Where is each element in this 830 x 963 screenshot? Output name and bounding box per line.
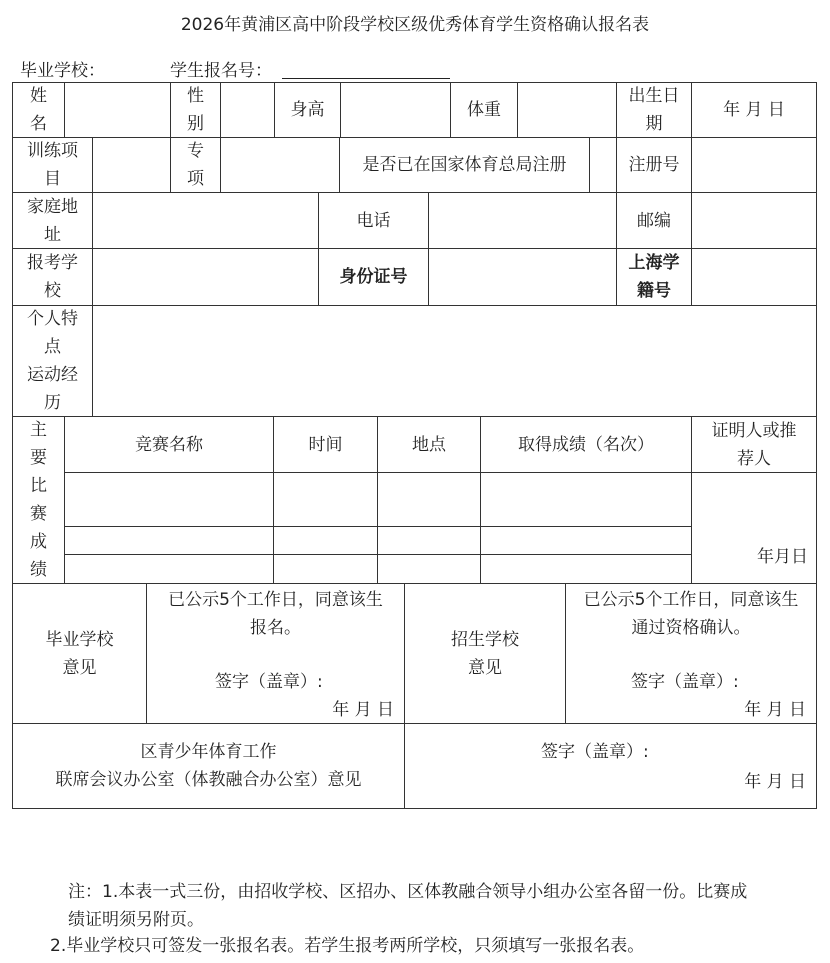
competition-row-2-location[interactable]	[377, 526, 481, 555]
note-line-3: 2.毕业学校只可签发一张报名表。若学生报考两所学校，只须填写一张报名表。	[50, 936, 645, 956]
district-sign-label: 签字（盖章）:	[541, 742, 649, 762]
gender-field[interactable]	[220, 82, 275, 138]
height-field[interactable]	[340, 82, 451, 138]
gender-label: 性 别	[170, 82, 221, 138]
training-item-label: 训练项 目	[12, 137, 93, 193]
district-office-opinion-label: 区青少年体育工作 联席会议办公室（体教融合办公室）意见	[12, 723, 405, 809]
competition-row-2-result[interactable]	[480, 526, 692, 555]
postcode-field[interactable]	[691, 192, 817, 249]
competition-row-2-name[interactable]	[64, 526, 274, 555]
id-card-field[interactable]	[428, 248, 617, 306]
national-registration-field[interactable]	[589, 137, 617, 193]
birth-date-field[interactable]: 年 月 日	[691, 82, 817, 138]
note-line-2: 绩证明须另附页。	[68, 910, 204, 930]
height-label: 身高	[274, 82, 341, 138]
form-title: 2026年黄浦区高中阶段学校区级优秀体育学生资格确认报名表	[180, 15, 650, 35]
enrolling-school-opinion-field[interactable]	[565, 583, 817, 724]
specialty-field[interactable]	[220, 137, 340, 193]
shanghai-student-id-label: 上海学 籍号	[616, 248, 692, 306]
enrolling-school-opinion-text: 已公示5个工作日，同意该生 通过资格确认。	[583, 590, 799, 638]
witness-header: 证明人或推 荐人	[691, 416, 817, 473]
personal-traits-field[interactable]	[92, 305, 817, 417]
enrolling-school-opinion-label: 招生学校 意见	[404, 583, 566, 724]
birth-date-label: 出生日 期	[616, 82, 692, 138]
graduation-school-sign-label: 签字（盖章）:	[215, 672, 323, 692]
training-item-field[interactable]	[92, 137, 171, 193]
graduation-school-opinion-field[interactable]	[146, 583, 405, 724]
graduation-school-sign-date: 年 月 日	[332, 700, 394, 720]
competition-row-3-name[interactable]	[64, 554, 274, 584]
competition-row-3-location[interactable]	[377, 554, 481, 584]
name-label: 姓 名	[12, 82, 65, 138]
registration-number-cell-label: 注册号	[616, 137, 692, 193]
competition-row-1-location[interactable]	[377, 472, 481, 527]
graduation-school-opinion-text: 已公示5个工作日，同意该生 报名。	[168, 590, 383, 638]
applied-school-field[interactable]	[92, 248, 319, 306]
competition-row-3-result[interactable]	[480, 554, 692, 584]
competition-row-1-name[interactable]	[64, 472, 274, 527]
registration-number-label: 学生报名号：	[170, 61, 272, 81]
competition-location-header: 地点	[377, 416, 481, 473]
competition-results-label: 主 要 比 赛 成 绩	[12, 416, 65, 584]
applied-school-label: 报考学 校	[12, 248, 93, 306]
weight-label: 体重	[450, 82, 518, 138]
id-card-label: 身份证号	[318, 248, 429, 306]
registration-number-field[interactable]	[282, 78, 450, 79]
personal-traits-label: 个人特 点 运动经 历	[12, 305, 93, 417]
competition-time-header: 时间	[273, 416, 378, 473]
witness-field[interactable]: 年月日	[691, 472, 817, 584]
name-field[interactable]	[64, 82, 171, 138]
graduation-school-label: 毕业学校：	[20, 61, 105, 81]
competition-row-1-result[interactable]	[480, 472, 692, 527]
registration-number-cell-field[interactable]	[691, 137, 817, 193]
shanghai-student-id-field[interactable]	[691, 248, 817, 306]
home-address-field[interactable]	[92, 192, 319, 249]
phone-field[interactable]	[428, 192, 617, 249]
home-address-label: 家庭地 址	[12, 192, 93, 249]
phone-label: 电话	[318, 192, 429, 249]
note-line-1: 注：1.本表一式三份，由招收学校、区招办、区体教融合领导小组办公室各留一份。比赛成	[68, 882, 748, 902]
competition-row-1-time[interactable]	[273, 472, 378, 527]
enrolling-school-sign-date: 年 月 日	[744, 700, 806, 720]
specialty-label: 专 项	[170, 137, 221, 193]
competition-name-header: 竞赛名称	[64, 416, 274, 473]
district-office-opinion-field[interactable]	[404, 723, 817, 809]
competition-row-3-time[interactable]	[273, 554, 378, 584]
weight-field[interactable]	[517, 82, 617, 138]
enrolling-school-sign-label: 签字（盖章）:	[631, 672, 739, 692]
graduation-school-opinion-label: 毕业学校 意见	[12, 583, 147, 724]
competition-result-header: 取得成绩（名次）	[480, 416, 692, 473]
national-registration-question: 是否已在国家体育总局注册	[339, 137, 590, 193]
postcode-label: 邮编	[616, 192, 692, 249]
competition-row-2-time[interactable]	[273, 526, 378, 555]
district-sign-date: 年 月 日	[744, 772, 806, 792]
